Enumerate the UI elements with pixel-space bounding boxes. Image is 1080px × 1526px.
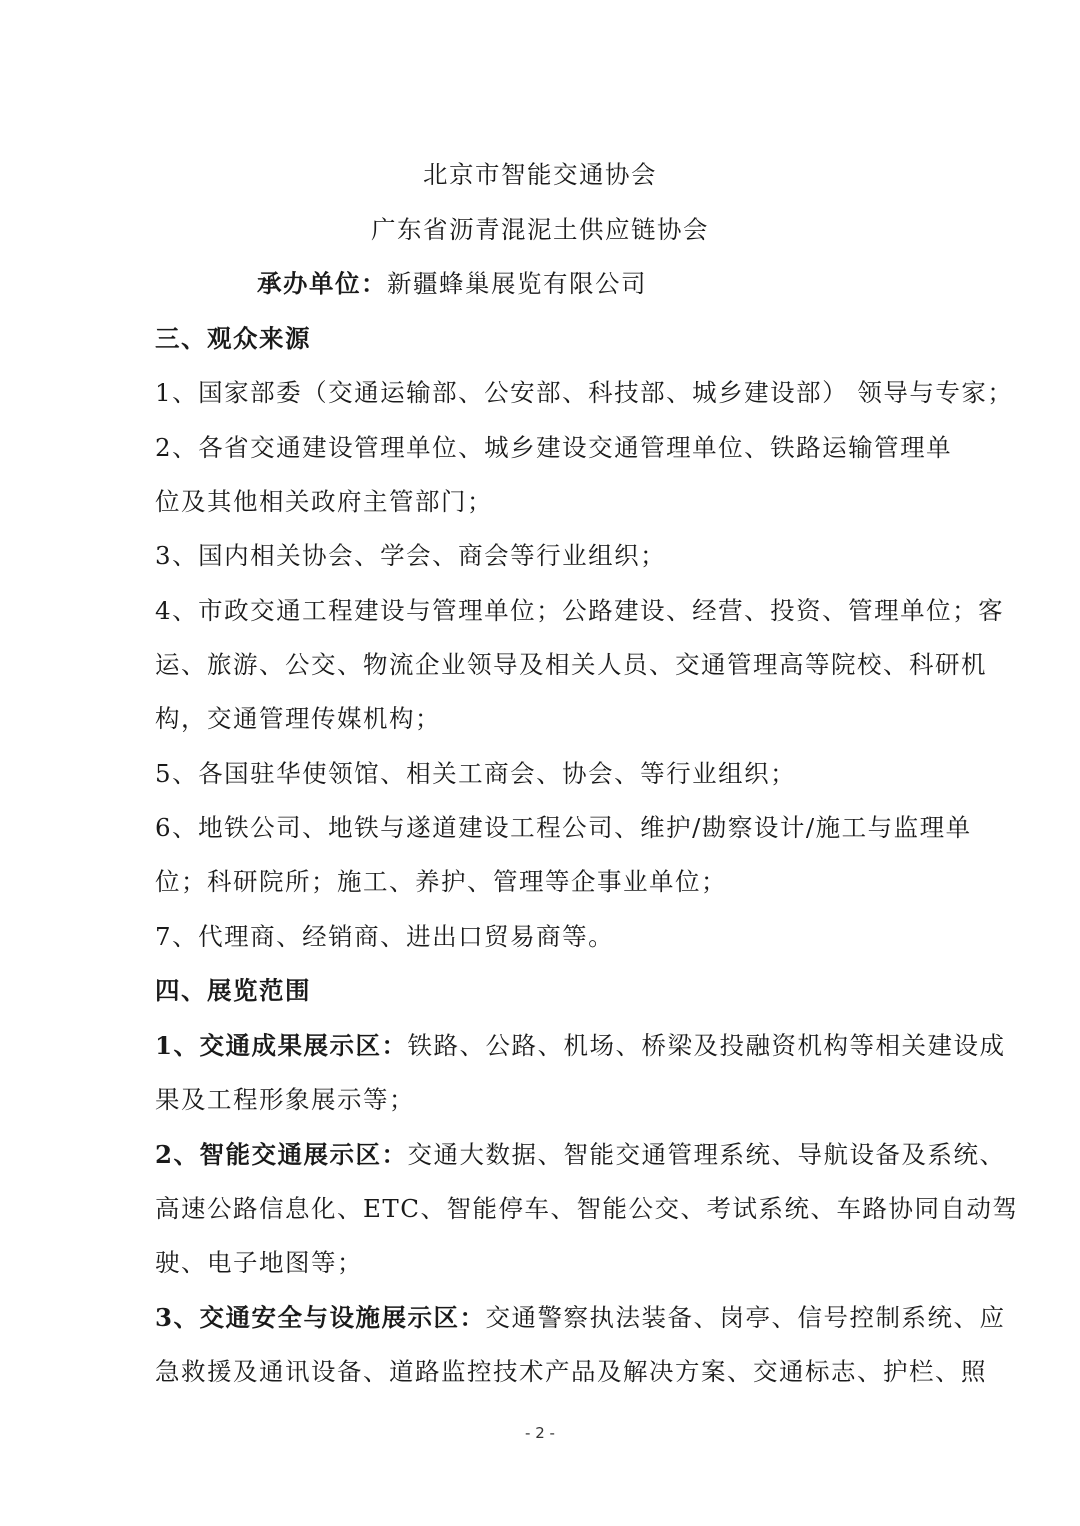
section-4-item-2-line-2: 高速公路信息化、ETC、智能停车、智能公交、考试系统、车路协同自动驾 (155, 1194, 1019, 1223)
section-3-line-9: 6、地铁公司、地铁与遂道建设工程公司、维护/勘察设计/施工与监理单 (155, 813, 972, 842)
section-3-line-5: 4、市政交通工程建设与管理单位；公路建设、经营、投资、管理单位；客 (155, 596, 1005, 625)
item-3-label: 3、交通安全与设施展示区： (155, 1303, 486, 1332)
item-2-label: 2、智能交通展示区： (155, 1140, 408, 1169)
section-4-heading: 四、展览范围 (155, 976, 311, 1005)
section-4-item-2-line-3: 驶、电子地图等； (155, 1248, 363, 1277)
organizer-line-1: 北京市智能交通协会 (423, 160, 657, 189)
section-3-line-10: 位；科研院所；施工、养护、管理等企事业单位； (155, 867, 727, 896)
section-3-line-3: 位及其他相关政府主管部门； (155, 487, 493, 516)
contractor-line (257, 269, 647, 299)
section-4-item-2-line-1 (155, 1140, 1006, 1170)
section-3-line-8: 5、各国驻华使领馆、相关工商会、协会、等行业组织； (155, 759, 797, 788)
item-1-text: 铁路、公路、机场、桥梁及投融资机构等相关建设成 (407, 1031, 1006, 1060)
organizer-line-2: 广东省沥青混泥土供应链协会 (371, 215, 709, 244)
section-4-item-1-line-1 (155, 1031, 1006, 1061)
section-3-heading: 三、观众来源 (155, 324, 311, 353)
section-4-item-1-line-2: 果及工程形象展示等； (155, 1085, 415, 1114)
section-4-item-3-line-1 (155, 1303, 1006, 1333)
section-4-item-3-line-2: 急救援及通讯设备、道路监控技术产品及解决方案、交通标志、护栏、照 (155, 1357, 987, 1386)
section-3-line-1: 1、国家部委（交通运输部、公安部、科技部、城乡建设部） 领导与专家； (155, 378, 1014, 407)
page-number: - 2 - (525, 1424, 555, 1442)
section-3-line-11: 7、代理商、经销商、进出口贸易商等。 (155, 922, 615, 951)
contractor-label: 承办单位： (257, 269, 387, 298)
section-3-line-2: 2、各省交通建设管理单位、城乡建设交通管理单位、铁路运输管理单 (155, 433, 953, 462)
item-2-text: 交通大数据、智能交通管理系统、导航设备及系统、 (407, 1140, 1006, 1169)
section-3-line-6: 运、旅游、公交、物流企业领导及相关人员、交通管理高等院校、科研机 (155, 650, 987, 679)
contractor-value: 新疆蜂巢展览有限公司 (387, 269, 647, 298)
item-3-text: 交通警察执法装备、岗亭、信号控制系统、应 (485, 1303, 1006, 1332)
section-3-line-4: 3、国内相关协会、学会、商会等行业组织； (155, 541, 667, 570)
section-3-line-7: 构，交通管理传媒机构； (155, 704, 441, 733)
item-1-label: 1、交通成果展示区： (155, 1031, 408, 1060)
